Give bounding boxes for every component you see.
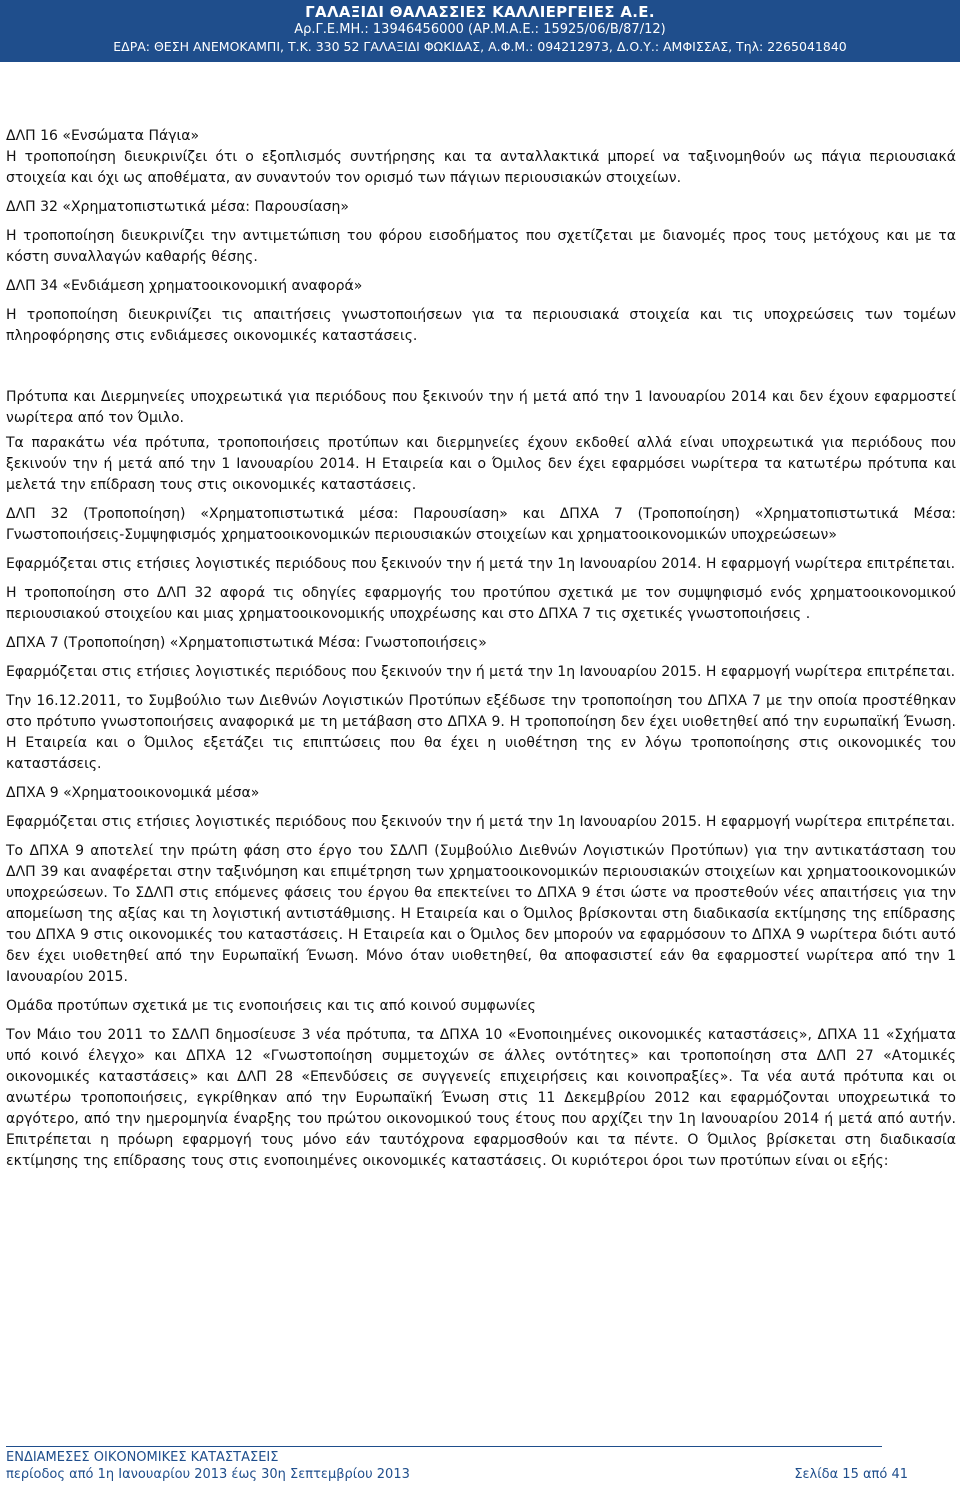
company-name: ΓΑΛΑΞΙΔΙ ΘΑΛΑΣΣΙΕΣ ΚΑΛΛΙΕΡΓΕΙΕΣ Α.Ε. bbox=[305, 3, 655, 21]
document-body bbox=[6, 126, 956, 1172]
paragraph-consolidation: Τον Μάιο του 2011 το ΣΔΛΠ δημοσίευσε 3 νέα πρότυπα, τα ΔΠΧΑ 10 «Ενοποιημένες οικονομικές καταστάσεις», ΔΠΧΑ 11 «Σχήματα υπό κοινό έλεγχο» και ΔΠΧΑ 12 «Γνωστοποίηση συμμετοχών σε άλλες οντότητες» και τροποποίηση στα ΔΛΠ 27 «Ατομικές οικονομικές καταστάσεις» και ΔΛΠ 28 «Επενδύσεις σε συγγενείς επιχειρήσεις και κοινοπραξίες». Τα νέα αυτά πρότυπα και οι ανωτέρω τροποποιήσεις, εγκρίθηκαν από την Ευρωπαϊκή Ένωση στις 11 Δεκεμβρίου 2012 και εφαρμόζονται υποχρεωτικά το αργότερο, από την ημερομηνία έναρξης του πρώτου οικονομικού τους έτους που αρχίζει την 1η Ιανουαρίου 2014 ή μετά από αυτήν. Επιτρέπεται η πρόωρη εφαρμογή τους μόνο εάν ταυτόχρονα εφαρμοσθούν και τα πέντε. Ο Όμιλος βρίσκεται στη διαδικασία εκτίμησης της επίδρασης τους στις ενοποιημένες οικονομικές καταστάσεις. Οι κυριότεροι όροι των προτύπων είναι οι εξής: bbox=[6, 1027, 956, 1169]
paragraph-standards-intro: Πρότυπα και Διερμηνείες υποχρεωτικά για περιόδους που ξεκινούν την ή μετά από την 1 Ιανουαρίου 2014 και δεν έχουν εφαρμοστεί νωρίτερα από τον Όμιλο. bbox=[6, 389, 956, 426]
footer-divider bbox=[6, 1446, 882, 1447]
company-registry: Αρ.Γ.Ε.ΜΗ.: 13946456000 (ΑΡ.Μ.Α.Ε.: 15925/06/Β/87/12) bbox=[294, 22, 666, 37]
heading-ifrs7: ΔΠΧΑ 7 (Τροποποίηση) «Χρηματοπιστωτικά Μέσα: Γνωστοποιήσεις» bbox=[6, 635, 487, 651]
heading-consolidation-group: Ομάδα προτύπων σχετικά με τις ενοποιήσεις και τις από κοινού συμφωνίες bbox=[6, 998, 536, 1014]
page-footer bbox=[6, 1449, 908, 1483]
paragraph-ias16: Η τροποποίηση διευκρινίζει ότι ο εξοπλισμός συντήρησης και τα ανταλλακτικά μπορεί να ταξινομηθούν ως πάγια περιουσιακά στοιχεία και όχι ως αποθέματα, αν συναντούν τον ορισμό των πάγιων περιουσιακών στοιχείων. bbox=[6, 149, 956, 186]
paragraph-ifrs9: Το ΔΠΧΑ 9 αποτελεί την πρώτη φάση στο έργο του ΣΔΛΠ (Συμβούλιο Διεθνών Λογιστικών Προτύπων) για την αντικατάσταση του ΔΛΠ 39 και αναφέρεται στην ταξινόμηση και επιμέτρηση των χρηματοοικονομικών περιουσιακών στοιχείων και χρηματοοικονομικών υποχρεώσεων. Το ΣΔΛΠ στις επόμενες φάσεις του έργου θα επεκτείνει το ΔΠΧΑ 9 έτσι ώστε να προστεθούν νέες απαιτήσεις για την απομείωση της αξίας και τη λογιστική αντιστάθμισης. Η Εταιρεία και ο Όμιλος βρίσκονται στη διαδικασία εκτίμησης της επίδρασης του ΔΠΧΑ 9 στις οικονομικές του καταστάσεις. Η Εταιρεία και ο Όμιλος δεν μπορούν να εφαρμόσουν το ΔΠΧΑ 9 νωρίτερα διότι αυτό δεν έχει υιοθετηθεί από την Ευρωπαϊκή Ένωση. Μόνο όταν υιοθετηθεί, θα αποφασιστεί εάν θα εφαρμοστεί νωρίτερα από την 1 Ιανουαρίου 2015. bbox=[6, 843, 956, 985]
paragraph-effective-2015-b: Εφαρμόζεται στις ετήσιες λογιστικές περιόδους που ξεκινούν την ή μετά την 1η Ιανουαρίου 2015. Η εφαρμογή νωρίτερα επιτρέπεται. bbox=[6, 814, 956, 830]
paragraph-effective-2015-a: Εφαρμόζεται στις ετήσιες λογιστικές περιόδους που ξεκινούν την ή μετά την 1η Ιανουαρίου 2015. Η εφαρμογή νωρίτερα επιτρέπεται. bbox=[6, 664, 956, 680]
heading-ias16: ΔΛΠ 16 «Ενσώματα Πάγια» bbox=[6, 128, 200, 144]
company-address: ΕΔΡΑ: ΘΕΣΗ ΑΝΕΜΟΚΑΜΠΙ, Τ.Κ. 330 52 ΓΑΛΑΞΙΔΙ ΦΩΚΙΔΑΣ, Α.Φ.Μ.: 094212973, Δ.Ο.Υ.: ΑΜΦΙΣΣΑΣ, Τηλ: 2265041840 bbox=[113, 39, 847, 54]
paragraph-ias34: Η τροποποίηση διευκρινίζει τις απαιτήσεις γνωστοποιήσεων για τα περιουσιακά στοιχεία και τις υποχρεώσεις των τομέων πληροφόρησης στις ενδιάμεσες οικονομικές καταστάσεις. bbox=[6, 307, 956, 344]
footer-period: περίοδος από 1η Ιανουαρίου 2013 έως 30η Σεπτεμβρίου 2013 bbox=[6, 1467, 410, 1482]
page-number: Σελίδα 15 από 41 bbox=[794, 1467, 908, 1482]
paragraph-ifrs7-amendment: Την 16.12.2011, το Συμβούλιο των Διεθνών Λογιστικών Προτύπων εξέδωσε την τροποποίηση του ΔΠΧΑ 7 με την οποία προστέθηκαν στο πρότυπο γνωστοποιήσεις αναφορικά με τη μετάβαση στο ΔΠΧΑ 9. Η τροποποίηση δεν έχει υιοθετηθεί από την ευρωπαϊκή Ένωση. Η Εταιρεία και ο Όμιλος εξετάζει τις επιπτώσεις που θα έχει η υιοθέτηση της εν λόγω τροποποίησης στις οικονομικές του καταστάσεις. bbox=[6, 693, 956, 772]
company-header bbox=[0, 0, 960, 62]
heading-ias32: ΔΛΠ 32 «Χρηματοπιστωτικά μέσα: Παρουσίαση» bbox=[6, 199, 349, 215]
paragraph-ias32-amendment: Η τροποποίηση στο ΔΛΠ 32 αφορά τις οδηγίες εφαρμογής του προτύπου σχετικά με τον συμψηφισμό ενός χρηματοοικονομικού περιουσιακού στοιχείου και μιας χρηματοοικονομικής υποχρέωσης και στο ΔΠΧΑ 7 τις σχετικές γνωστοποιήσεις . bbox=[6, 585, 956, 622]
heading-ias34: ΔΛΠ 34 «Ενδιάμεση χρηματοοικονομική αναφορά» bbox=[6, 278, 363, 294]
heading-ifrs9: ΔΠΧΑ 9 «Χρηματοοικονομικά μέσα» bbox=[6, 785, 260, 801]
paragraph-standards-list-intro: Τα παρακάτω νέα πρότυπα, τροποποιήσεις προτύπων και διερμηνείες έχουν εκδοθεί αλλά είναι υποχρεωτικά για περιόδους που ξεκινούν την ή μετά από την 1 Ιανουαρίου 2014. Η Εταιρεία και ο Όμιλος δεν έχει εφαρμόσει νωρίτερα τα κατωτέρω πρότυπα και μελετά την επίδραση τους στις οικονομικές καταστάσεις. bbox=[6, 435, 956, 493]
footer-title: ΕΝΔΙΑΜΕΣΕΣ ΟΙΚΟΝΟΜΙΚΕΣ ΚΑΤΑΣΤΑΣΕΙΣ bbox=[6, 1450, 279, 1465]
heading-ias32-ifrs7: ΔΛΠ 32 (Τροποποίηση) «Χρηματοπιστωτικά μέσα: Παρουσίαση» και ΔΠΧΑ 7 (Τροποποίηση) «Χρηματοπιστωτικά Μέσα: Γνωστοποιήσεις-Συμψηφισμός χρηματοοικονομικών περιουσιακών στοιχείων και χρηματοοικονομικών υποχρεώσεων» bbox=[6, 506, 956, 543]
paragraph-ias32: Η τροποποίηση διευκρινίζει την αντιμετώπιση του φόρου εισοδήματος που σχετίζεται με διανομές προς τους μετόχους και με τα κόστη συναλλαγών καθαρής θέσης. bbox=[6, 228, 956, 265]
paragraph-effective-2014: Εφαρμόζεται στις ετήσιες λογιστικές περιόδους που ξεκινούν την ή μετά την 1η Ιανουαρίου 2014. Η εφαρμογή νωρίτερα επιτρέπεται. bbox=[6, 556, 956, 572]
